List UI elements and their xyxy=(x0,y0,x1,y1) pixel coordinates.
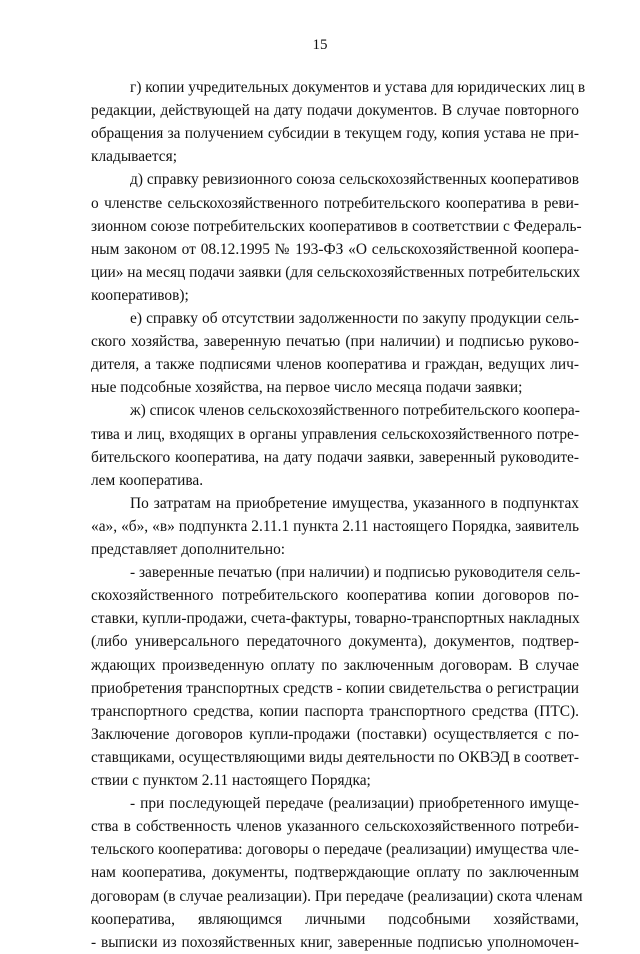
text-line: ж) список членов сельскохозяйственного потребительского коопера- xyxy=(130,402,580,420)
text-line: о членстве сельскохозяйственного потребительского кооператива в реви- xyxy=(91,194,579,212)
text-line: По затратам на приобретение имущества, указанного в подпунктах xyxy=(130,494,579,512)
text-line: ные подсобные хозяйства, на первое число месяца подачи заявки; xyxy=(91,379,523,397)
text-line: ства в собственность членов указанного сельскохозяйственного потреби- xyxy=(91,818,579,836)
text-line: е) справку об отсутствии задолженности по закупу продукции сель- xyxy=(130,310,579,327)
text-line: - при последующей передаче (реализации) приобретенного имуще- xyxy=(130,795,579,813)
text-line: обращения за получением субсидии в текущем году, копия устава не при- xyxy=(91,125,579,143)
text-line: Заключение договоров купли-продажи (поставки) осуществляется с по- xyxy=(91,725,579,743)
text-line: - выписки из похозяйственных книг, заверенные подписью уполномочен- xyxy=(91,933,579,951)
text-line: представляет дополнительно: xyxy=(91,541,286,558)
text-line: нам кооператива, документы, подтверждающие оплату по заключенным xyxy=(91,864,579,882)
text-line: зионном союзе потребительских кооперативов в соответствии с Федераль- xyxy=(91,217,582,235)
text-line: приобретения транспортных средств - копии свидетельства о регистрации xyxy=(91,679,579,697)
text-line: лем кооператива. xyxy=(91,471,204,489)
text-line: «а», «б», «в» подпункта 2.11.1 пункта 2.11 настоящего Порядка, заявитель xyxy=(91,517,579,535)
text-line: редакции, действующей на дату подачи документов. В случае повторного xyxy=(91,102,579,120)
text-line: (либо универсального передаточного документа), документов, подтвер- xyxy=(91,633,579,651)
text-line: ждающих произведенную оплату по заключенным договорам. В случае xyxy=(91,656,579,674)
text-line: кооперативов); xyxy=(91,286,189,304)
text-line: бительского кооператива, на дату подачи заявки, заверенный руководите- xyxy=(91,448,579,466)
page-number: 15 xyxy=(312,37,328,53)
text-line: тива и лиц, входящих в органы управления сельскохозяйственного потре- xyxy=(91,425,579,443)
text-line: г) копии учредительных документов и устава для юридических лиц в xyxy=(130,79,586,96)
text-line: скохозяйственного потребительского кооператива копии договоров по- xyxy=(91,587,579,605)
text-line: транспортного средства, копии паспорта транспортного средства (ПТС). xyxy=(91,702,579,720)
text-line: кооператива, являющимся личными подсобными хозяйствами, xyxy=(91,910,579,928)
text-line: - заверенные печатью (при наличии) и подписью руководителя сель- xyxy=(130,564,581,582)
text-line: ставки, купли-продажи, счета-фактуры, товарно-транспортных накладных xyxy=(91,610,580,628)
text-line: ставщиками, осуществляющими виды деятельности по ОКВЭД в соответ- xyxy=(91,748,579,766)
text-line: кладывается; xyxy=(91,148,177,166)
text-line: дителя, а также подписями членов кооператива и граждан, ведущих лич- xyxy=(91,356,579,374)
text-line: ным законом от 08.12.1995 № 193-ФЗ «О сельскохозяйственной коопера- xyxy=(91,240,579,258)
text-line: ствии с пунктом 2.11 настоящего Порядка; xyxy=(91,772,371,789)
text-line: д) справку ревизионного союза сельскохозяйственных кооперативов xyxy=(130,171,579,189)
text-line: ции» на месяц подачи заявки (для сельскохозяйственных потребительских xyxy=(91,263,581,281)
text-line: ского хозяйства, заверенную печатью (при наличии) и подписью руково- xyxy=(91,333,579,351)
text-line: тельского кооператива: договоры о передаче (реализации) имущества чле- xyxy=(91,841,579,859)
text-line: договорам (в случае реализации). При передаче (реализации) скота членам xyxy=(91,887,583,905)
